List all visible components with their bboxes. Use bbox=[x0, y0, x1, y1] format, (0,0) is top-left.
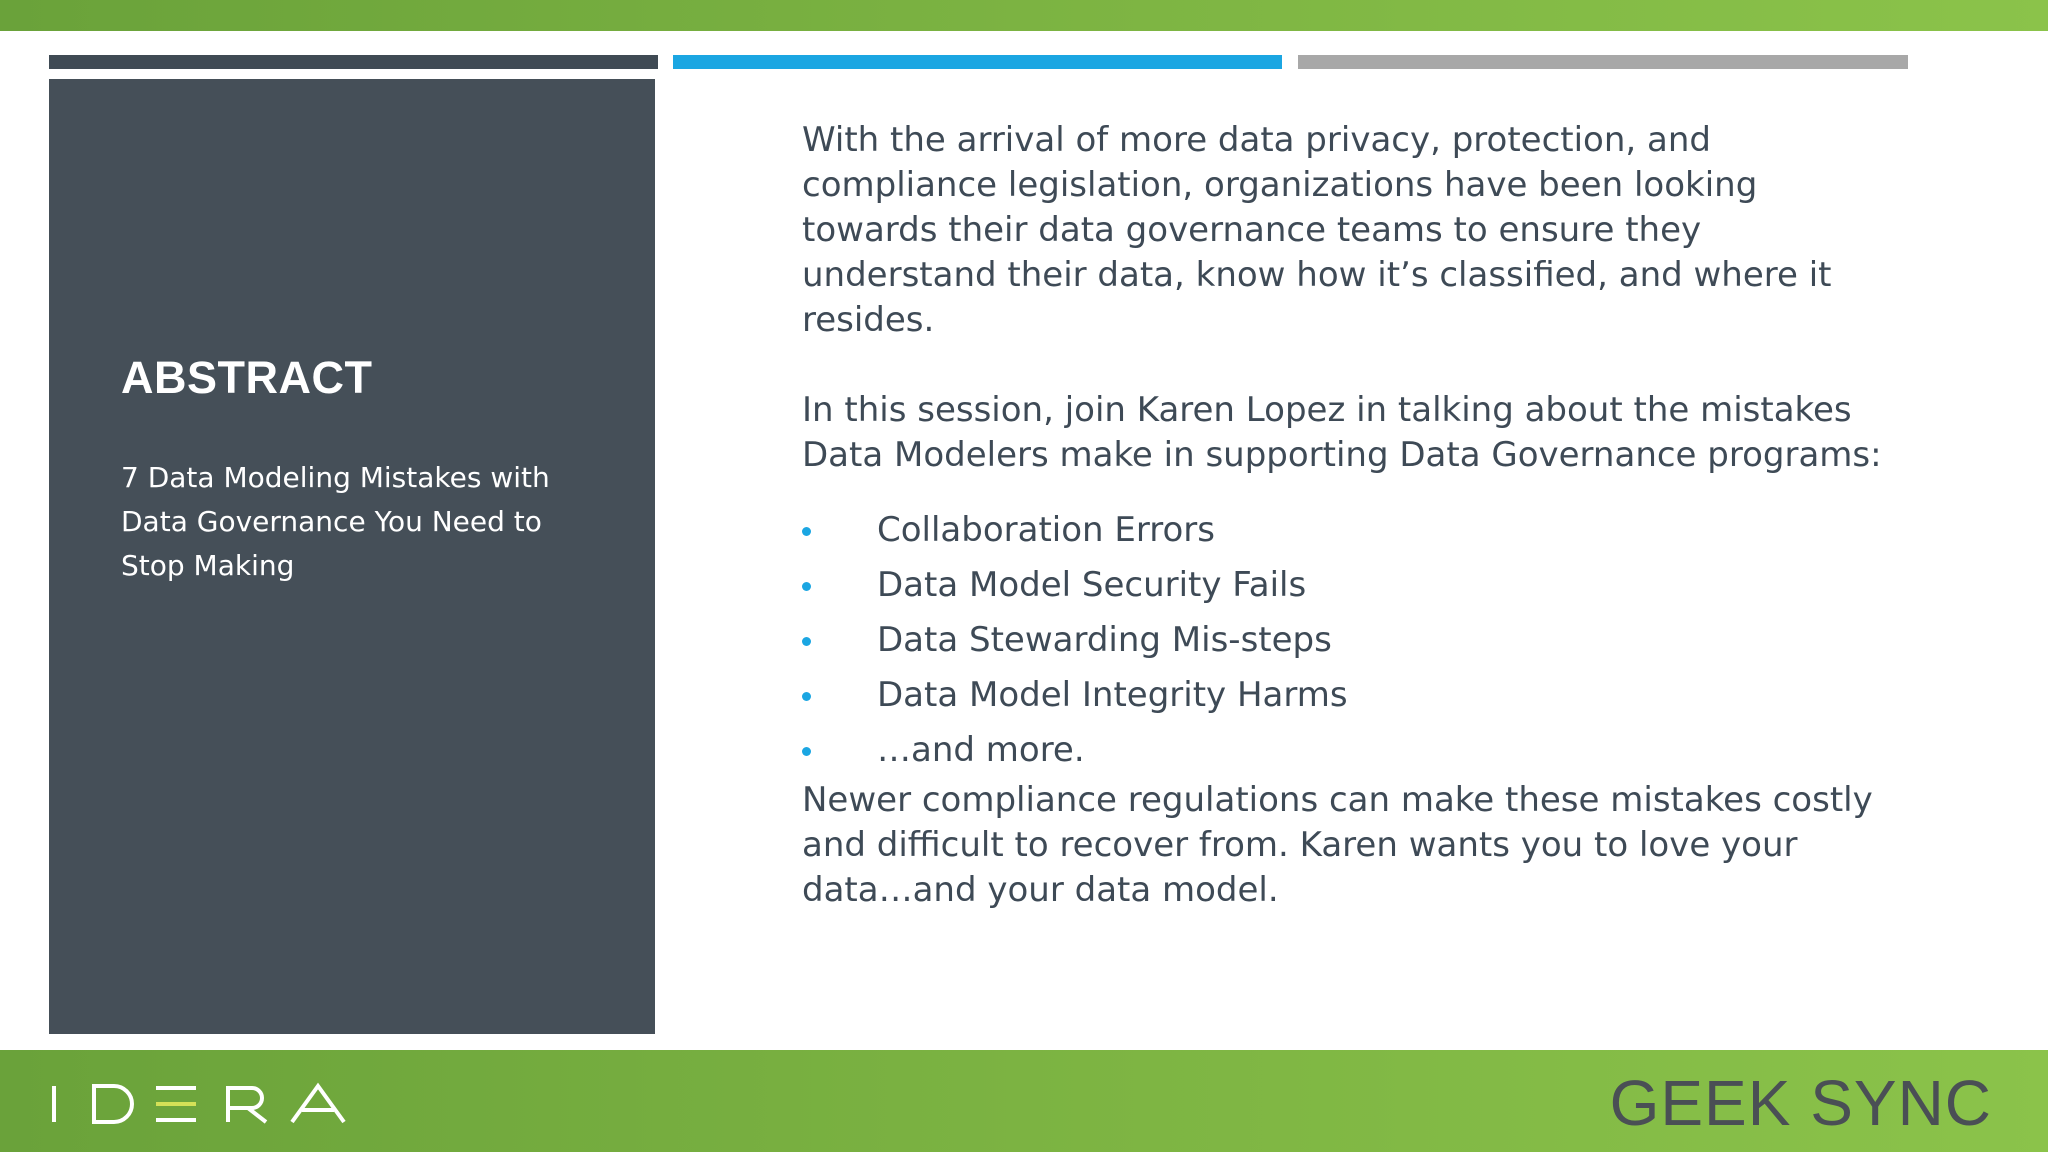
list-item-label: Data Stewarding Mis-steps bbox=[877, 620, 1332, 660]
list-item-label: Data Model Integrity Harms bbox=[877, 675, 1348, 715]
bullet-dot-icon bbox=[802, 747, 811, 756]
bullet-dot-icon bbox=[802, 637, 811, 646]
body-paragraph-2: In this session, join Karen Lopez in talking about the mistakes Data Modelers make in supporting Data Governance programs: bbox=[802, 390, 1882, 475]
bullet-dot-icon bbox=[802, 692, 811, 701]
accent-bar-dark bbox=[49, 55, 658, 69]
list-item bbox=[802, 558, 1892, 613]
list-item-label: …and more. bbox=[877, 730, 1085, 770]
accent-bar-gray bbox=[1298, 55, 1908, 69]
accent-bar-blue bbox=[673, 55, 1282, 69]
list-item bbox=[802, 613, 1892, 668]
list-item bbox=[802, 668, 1892, 723]
top-green-band bbox=[0, 0, 2048, 31]
slide-body bbox=[802, 118, 1892, 913]
list-item bbox=[802, 503, 1892, 558]
list-item-label: Collaboration Errors bbox=[877, 510, 1215, 550]
body-paragraph-3: Newer compliance regulations can make these mistakes costly and difficult to recover from. Karen wants you to love your data…and your data model. bbox=[802, 780, 1873, 910]
body-paragraph-1: With the arrival of more data privacy, protection, and compliance legislation, organizations have been looking towards their data governance teams to ensure they understand their data, know how it’s classified, and where it resides. bbox=[802, 120, 1832, 340]
bullet-dot-icon bbox=[802, 582, 811, 591]
section-title: ABSTRACT bbox=[121, 352, 373, 403]
bullet-dot-icon bbox=[802, 527, 811, 536]
mistakes-list bbox=[802, 503, 1892, 778]
section-subtitle: 7 Data Modeling Mistakes with Data Governance You Need to Stop Making bbox=[121, 461, 550, 582]
geek-sync-brand: GEEK SYNC bbox=[1609, 1067, 1992, 1139]
list-item bbox=[802, 723, 1892, 778]
idera-logo bbox=[48, 1080, 348, 1128]
list-item-label: Data Model Security Fails bbox=[877, 565, 1307, 605]
